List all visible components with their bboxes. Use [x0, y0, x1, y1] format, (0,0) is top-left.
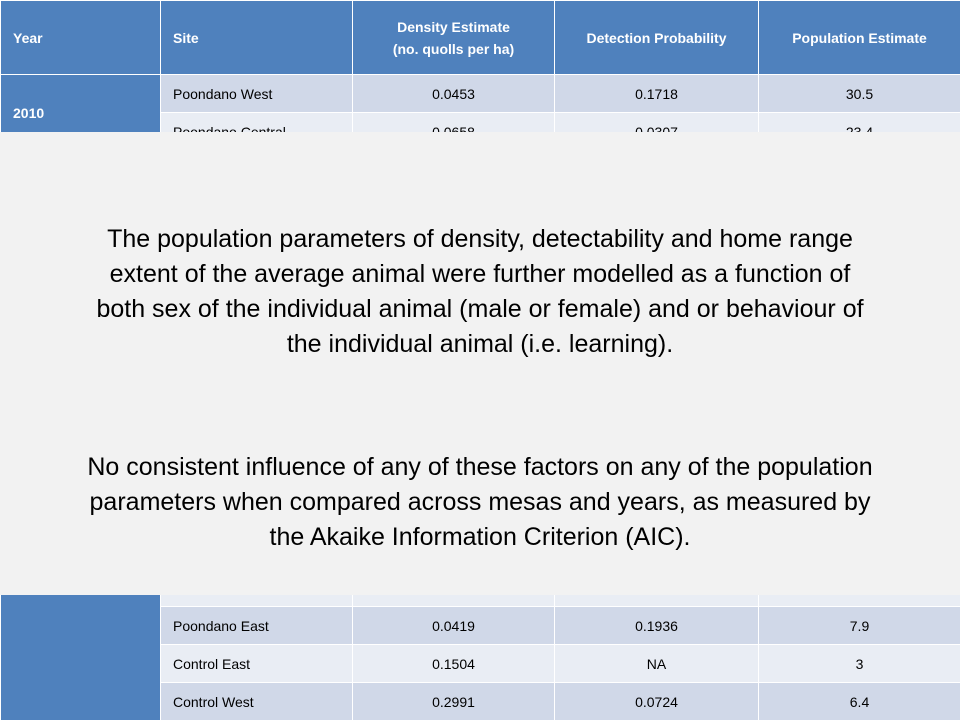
header-population: Population Estimate — [759, 1, 960, 75]
population-cell: 30.5 — [759, 75, 960, 113]
para1-line: the individual animal (i.e. learning). — [0, 327, 960, 362]
density-cell: 0.1504 — [353, 645, 555, 683]
para2-line: No consistent influence of any of these factors on any of the population — [0, 450, 960, 485]
detection-cell: 0.1718 — [555, 75, 759, 113]
site-cell: Control West — [161, 683, 353, 721]
para2-line: parameters when compared across mesas and years, as measured by — [0, 485, 960, 520]
para2-line: the Akaike Information Criterion (AIC). — [0, 520, 960, 555]
header-density-line2: (no. quolls per ha) — [353, 38, 554, 60]
text-overlay — [0, 132, 960, 595]
detection-cell: 0.0724 — [555, 683, 759, 721]
site-cell: Poondano East — [161, 607, 353, 645]
paragraph-conclusion — [0, 450, 960, 555]
site-cell: Poondano West — [161, 75, 353, 113]
density-cell: 0.2991 — [353, 683, 555, 721]
density-cell: 0.0419 — [353, 607, 555, 645]
header-density — [353, 1, 555, 75]
paragraph-modelling — [0, 222, 960, 362]
population-cell: 3 — [759, 645, 960, 683]
population-cell: 6.4 — [759, 683, 960, 721]
para1-line: The population parameters of density, detectability and home range — [0, 222, 960, 257]
table-row — [1, 75, 960, 113]
detection-cell: NA — [555, 645, 759, 683]
site-cell: Control East — [161, 645, 353, 683]
para1-line: extent of the average animal were further modelled as a function of — [0, 257, 960, 292]
header-year: Year — [1, 1, 161, 75]
year-cell: 2010 — [1, 75, 161, 151]
header-detection: Detection Probability — [555, 1, 759, 75]
para1-line: both sex of the individual animal (male or female) and or behaviour of — [0, 292, 960, 327]
header-row — [1, 1, 960, 75]
density-cell: 0.0453 — [353, 75, 555, 113]
detection-cell: 0.1936 — [555, 607, 759, 645]
population-cell: 7.9 — [759, 607, 960, 645]
header-density-line1: Density Estimate — [353, 16, 554, 38]
header-site: Site — [161, 1, 353, 75]
